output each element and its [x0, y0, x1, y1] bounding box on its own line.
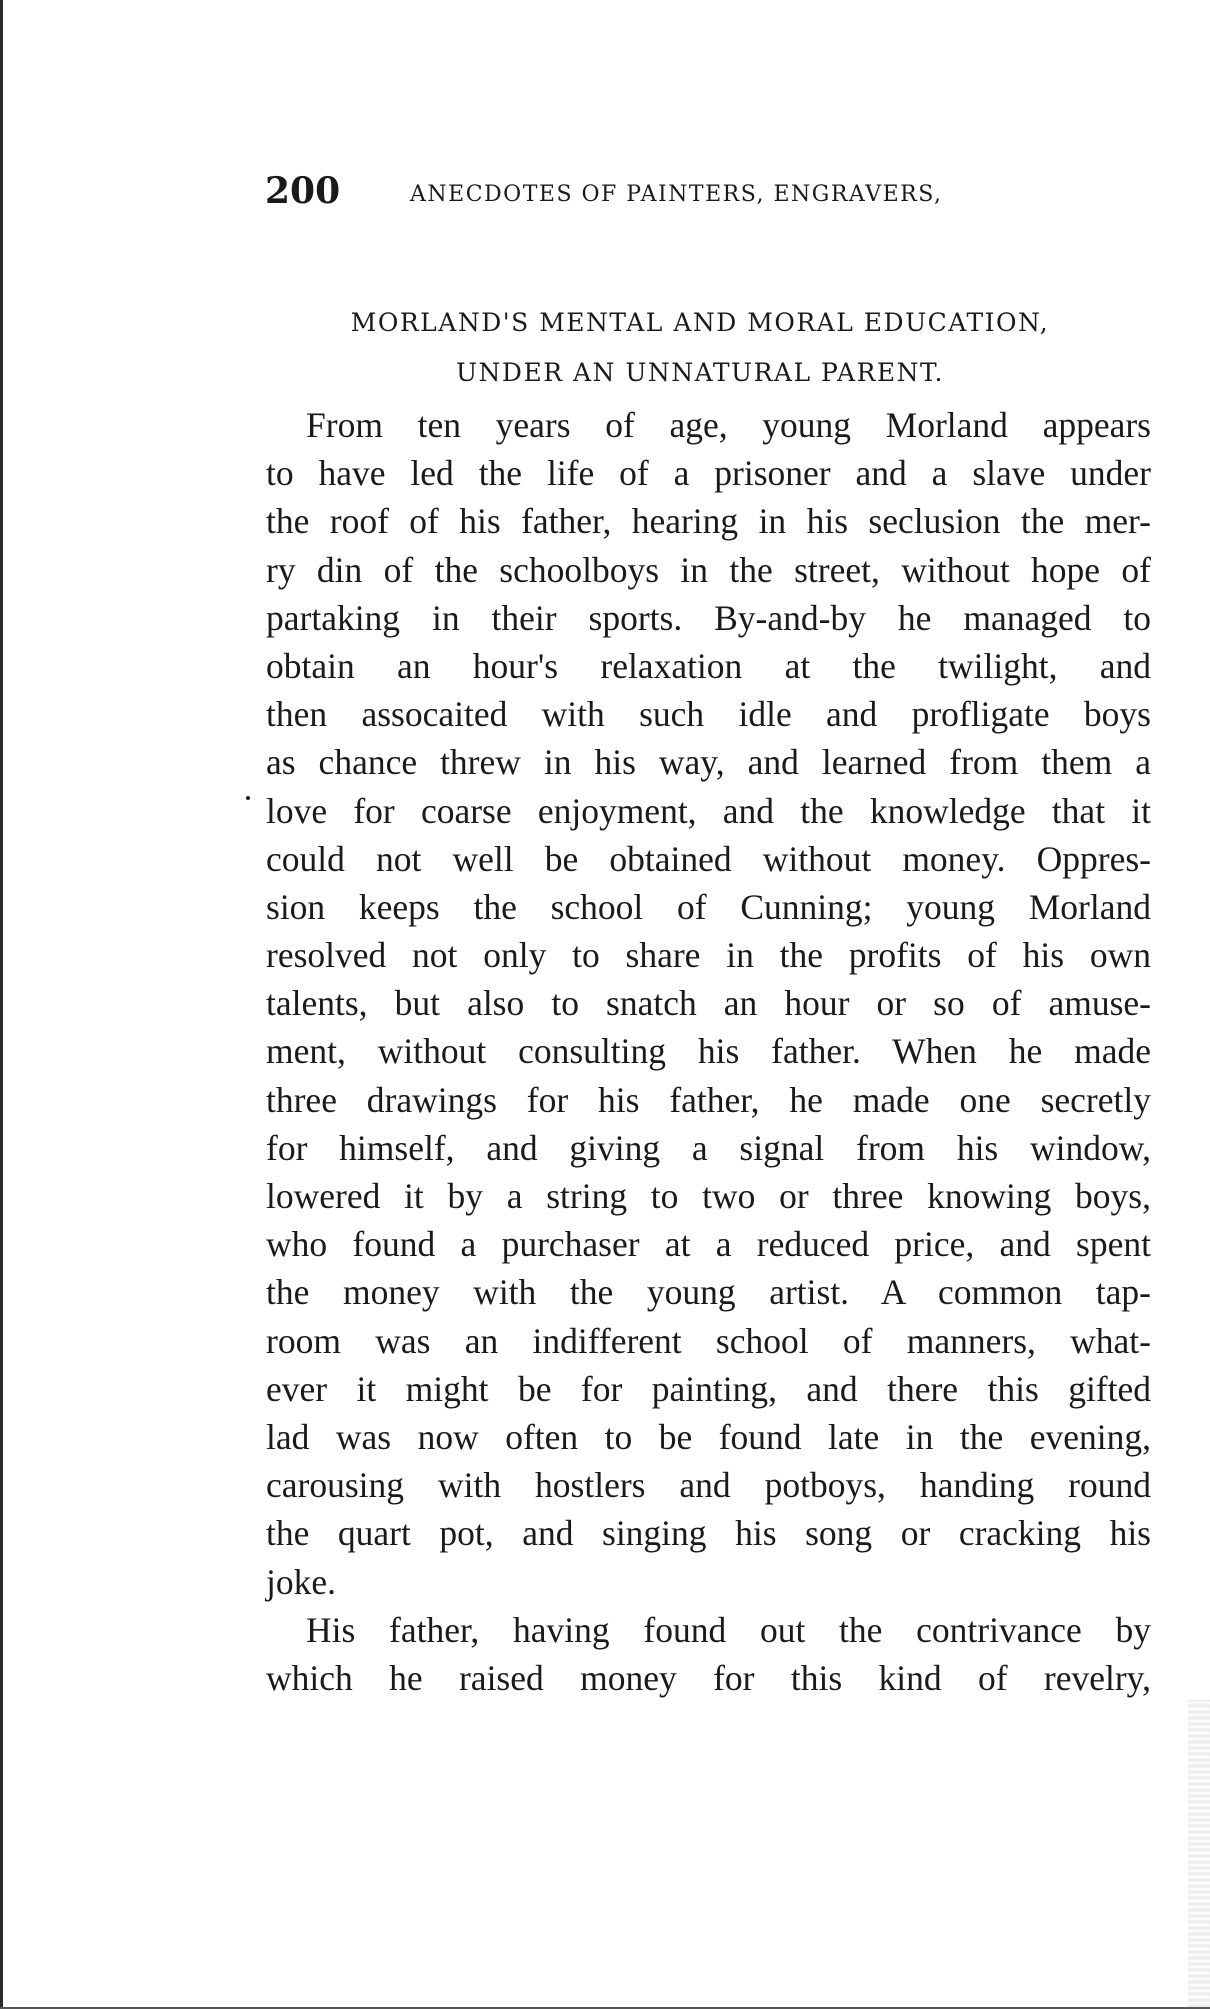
text-line: lowered it by a string to two or three knowing boys, [266, 1176, 1151, 1216]
text-line: three drawings for his father, he made one secretly [266, 1079, 1151, 1120]
text-line: could not well be obtained without money. Oppres- [266, 838, 1151, 879]
text-line: sion keeps the school of Cunning; young Morland [266, 886, 1151, 927]
running-head [265, 170, 1025, 220]
page-edge-left [0, 0, 3, 2009]
running-title: ANECDOTES OF PAINTERS, ENGRAVERS, [410, 182, 943, 207]
text-line: resolved not only to share in the profits of his own [266, 935, 1151, 976]
text-line: lad was now often to be found late in the evening, [266, 1416, 1151, 1457]
section-title-line: MORLAND'S MENTAL AND MORAL EDUCATION, [350, 308, 1050, 337]
text-line: who found a purchaser at a reduced price, and spent [266, 1224, 1151, 1265]
body-text [266, 401, 1151, 1702]
text-line: to have led the life of a prisoner and a slave under [266, 453, 1151, 494]
text-line: for himself, and giving a signal from his window, [266, 1127, 1151, 1168]
text-line: joke. [266, 1561, 336, 1602]
paragraph-2 [266, 1606, 1151, 1702]
page-number: 200 [265, 170, 341, 212]
text-line: the roof of his father, hearing in his seclusion the mer- [266, 501, 1151, 542]
text-line: ry din of the schoolboys in the street, without hope of [266, 549, 1151, 590]
section-title [260, 298, 1140, 398]
text-line: love for coarse enjoyment, and the knowledge that it [266, 790, 1151, 831]
text-line: the quart pot, and singing his song or cracking his [266, 1513, 1151, 1554]
text-line: From ten years of age, young Morland appears [306, 405, 1151, 445]
text-line: partaking in their sports. By-and-by he managed to [266, 597, 1151, 638]
text-line: His father, having found out the contrivance by [306, 1609, 1151, 1650]
ink-speck [246, 796, 250, 800]
text-line: ever it might be for painting, and there this gifted [266, 1368, 1151, 1409]
section-title-line: UNDER AN UNNATURAL PARENT. [455, 358, 945, 387]
page-edge-right [1188, 1700, 1210, 2009]
text-line: talents, but also to snatch an hour or so of amuse- [266, 983, 1151, 1024]
text-line: then assocaited with such idle and profligate boys [266, 694, 1151, 735]
text-line: room was an indifferent school of manners, what- [266, 1320, 1151, 1361]
text-line: ment, without consulting his father. When he made [266, 1031, 1151, 1072]
text-line: obtain an hour's relaxation at the twilight, and [266, 645, 1151, 686]
text-line: as chance threw in his way, and learned from them a [266, 742, 1151, 783]
text-line: carousing with hostlers and potboys, handing round [266, 1465, 1151, 1506]
text-line: which he raised money for this kind of revelry, [266, 1657, 1151, 1698]
paragraph-1 [266, 401, 1151, 1606]
text-line: the money with the young artist. A common tap- [266, 1272, 1151, 1313]
